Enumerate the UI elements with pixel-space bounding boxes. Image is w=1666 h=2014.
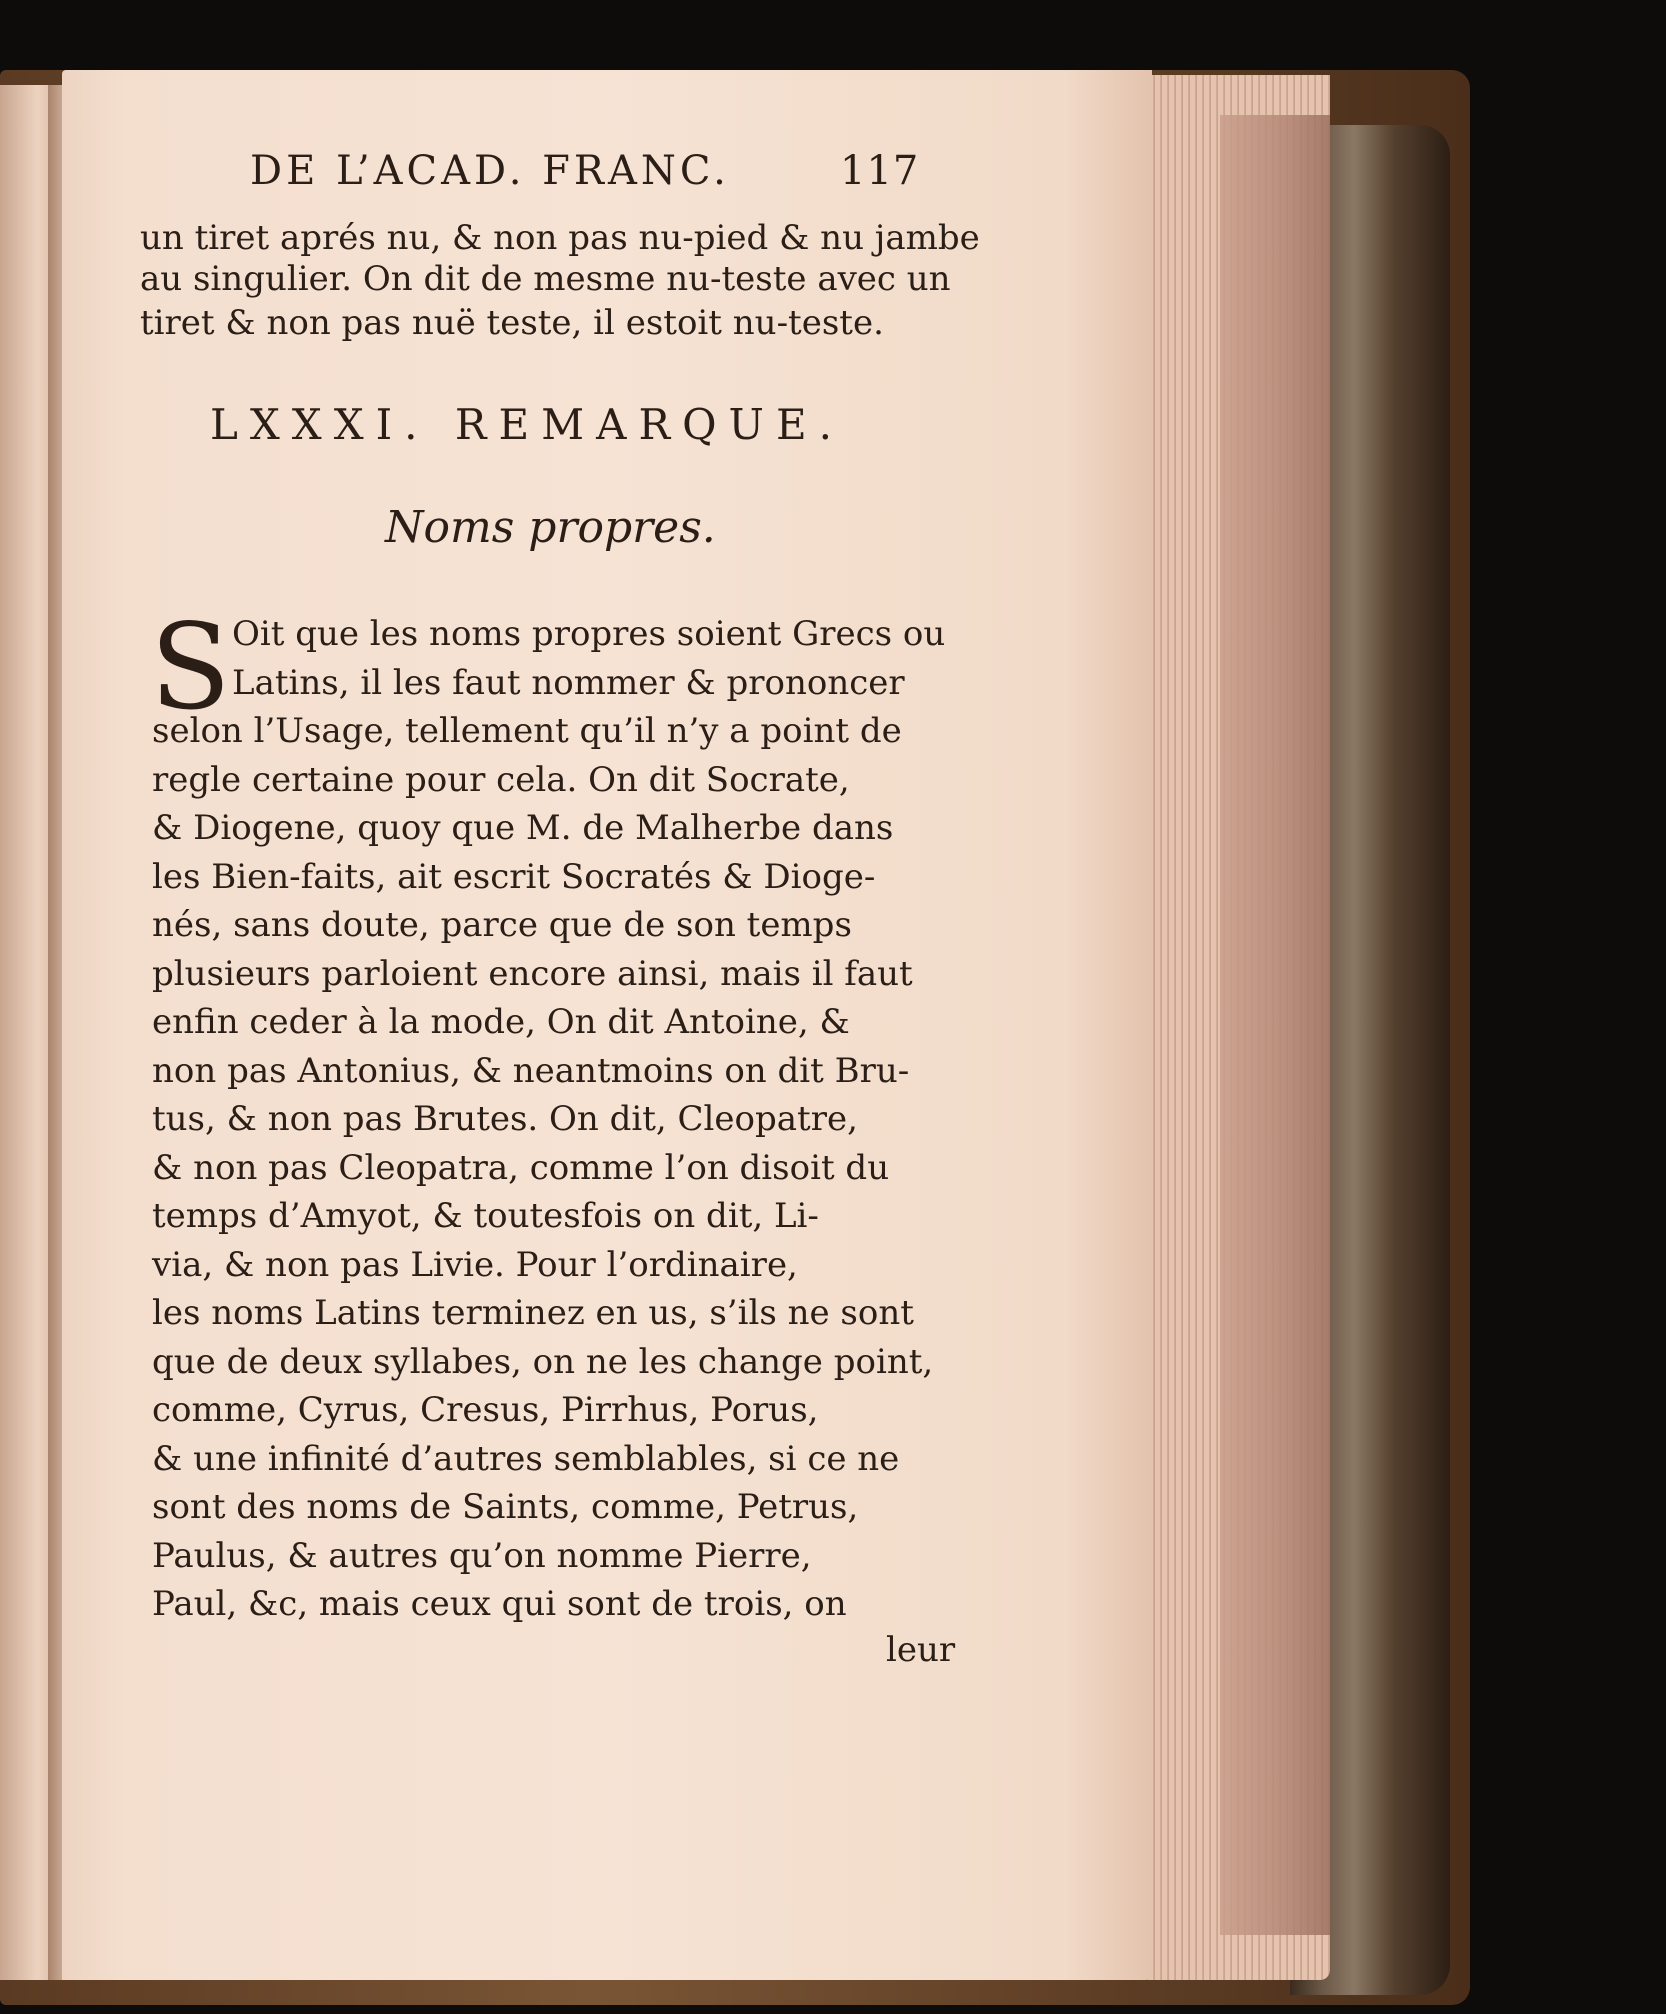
- text-line: selon l’Usage, tellement qu’il n’y a point de: [152, 711, 902, 751]
- text-line: plusieurs parloient encore ainsi, mais il faut: [152, 954, 913, 994]
- catchword: leur: [886, 1630, 956, 1670]
- text-line: tus, & non pas Brutes. On dit, Cleopatre,: [152, 1099, 858, 1139]
- text-line: Paul, &c, mais ceux qui sont de trois, on: [152, 1584, 847, 1624]
- text-line: via, & non pas Livie. Pour l’ordinaire,: [152, 1245, 798, 1285]
- running-head-title: DE L’ACAD. FRANC.: [250, 148, 730, 194]
- text-line: comme, Cyrus, Cresus, Pirrhus, Porus,: [152, 1390, 819, 1430]
- text-line: regle certaine pour cela. On dit Socrate,: [152, 760, 850, 800]
- text-line: & une infinité d’autres semblables, si ce ne: [152, 1439, 900, 1479]
- text-line: les noms Latins terminez en us, s’ils ne sont: [152, 1293, 914, 1333]
- remark-heading: LXXXI. REMARQUE.: [210, 400, 844, 449]
- text-line: & Diogene, quoy que M. de Malherbe dans: [152, 808, 894, 848]
- remark-subtitle: Noms propres.: [385, 502, 716, 553]
- text-line: non pas Antonius, & neantmoins on dit Bru-: [152, 1051, 910, 1091]
- text-line: que de deux syllabes, on ne les change point,: [152, 1342, 934, 1382]
- text-line: sont des noms de Saints, comme, Petrus,: [152, 1487, 859, 1527]
- text-line: Latins, il les faut nommer & prononcer: [232, 663, 905, 703]
- continuation-line: au singulier. On dit de mesme nu-teste avec un: [140, 259, 951, 299]
- text-line: Paulus, & autres qu’on nomme Pierre,: [152, 1536, 812, 1576]
- text-line: temps d’Amyot, & toutesfois on dit, Li-: [152, 1196, 819, 1236]
- text-line: nés, sans doute, parce que de son temps: [152, 905, 852, 945]
- text-line: enfin ceder à la mode, On dit Antoine, &: [152, 1002, 850, 1042]
- drop-cap: S: [150, 598, 231, 736]
- continuation-line: un tiret aprés nu, & non pas nu-pied & nu jambe: [140, 218, 980, 258]
- running-head: [250, 148, 950, 194]
- page-number: 117: [840, 148, 920, 194]
- text-line: Oit que les noms propres soient Grecs ou: [232, 614, 946, 654]
- text-line: les Bien-faits, ait escrit Socratés & Dioge-: [152, 857, 876, 897]
- continuation-line: tiret & non pas nuë teste, il estoit nu-teste.: [140, 303, 884, 343]
- text-line: & non pas Cleopatra, comme l’on disoit du: [152, 1148, 890, 1188]
